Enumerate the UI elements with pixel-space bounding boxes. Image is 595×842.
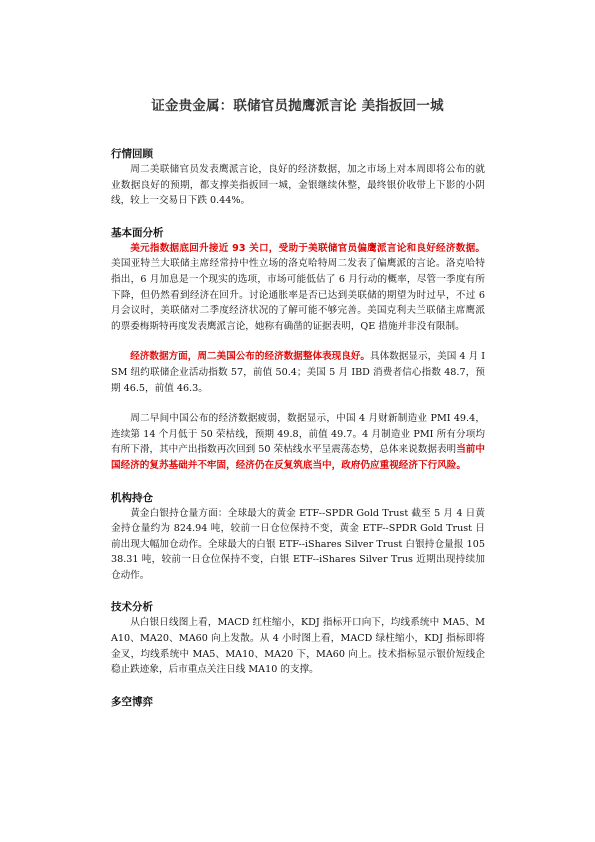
highlight-text: 当前中国经济的复苏基础并不牢固，经济仍在反复筑底当中，政府仍应重视经济下行风险。 (111, 444, 486, 471)
section-fundamental-analysis (111, 225, 485, 474)
paragraph (111, 411, 485, 473)
highlight-text: 美元指数据底回升接近 93 关口，受助于美联储官员偏鹰派言论和良好经济数据。 (130, 242, 485, 254)
section-heading: 技术分析 (111, 601, 153, 614)
section-technical-analysis (111, 599, 485, 677)
paragraph-text: 周二早间中国公布的经济数据疲弱，数据显示，中国 4 月财新制造业 PMI 49.4，连续第 14 个月低于 50 荣枯线，预期 49.8，前值 49.7。4 月制造业 PMI 所有分项均有所下滑，其中产出指数再次回到 50 荣枯线水平呈震荡态势，总体来说数据表明 (111, 413, 485, 456)
section-bull-bear (111, 694, 485, 710)
paragraph-text: 黄金白银持仓量方面：全球最大的黄金 ETF--SPDR Gold Trust 截至 5 月 4 日黄金持仓量约为 824.94 吨，较前一日仓位保持不变，黄金 ETF--SPDR Gold Trust 日前出现大幅加仓动作。全球最大的白银 ETF--iShares Silver Trust 白银持仓量报 10538.31 吨，较前一日仓位保持不变，白银 ETF--iShares Silver Trus 近期出现持续加仓动作。 (111, 507, 485, 581)
highlight-text: 经济数据方面，周二美国公布的经济数据整体表现良好。 (130, 351, 371, 363)
paragraph (111, 615, 485, 677)
section-institutional-holdings (111, 490, 485, 584)
paragraph (111, 349, 485, 396)
paragraph-text: 从白银日线图上看，MACD 红柱缩小，KDJ 指标开口向下，均线系统中 MA5、MA10、MA20、MA60 向上发散。从 4 小时图上看，MACD 绿柱缩小，KDJ 指标即将金叉，均线系统中 MA5、MA10、MA20 下，MA60 向上。技术指标显示银价短线企稳止跌迹象，后市重点关注日线 MA10 的支撑。 (111, 617, 485, 676)
document-title: 证金贵金属：联储官员抛鹰派言论 美指扳回一城 (151, 98, 444, 114)
section-market-review (111, 146, 485, 209)
paragraph (111, 506, 485, 584)
document-body (111, 146, 485, 710)
section-heading: 机构持仓 (111, 491, 153, 504)
paragraph-text: 具体数据显示，美国 4 月 ISM 纽约联储企业活动指数 57，前值 50.4；美国 5 月 IBD 消费者信心指数 48.7，预期 46.5，前值 46.3。 (111, 351, 486, 394)
section-heading: 行情回顾 (111, 148, 153, 160)
section-heading: 基本面分析 (111, 226, 164, 239)
paragraph-text: 美国亚特兰大联储主席经常持中性立场的洛克哈特周二发表了偏鹰派的言论。洛克哈特指出，6 月加息是一个现实的选项，市场可能低估了 6 月行动的概率，尽管一季度有所下降，但仍然看到经济在回升。讨论通胀率是否已达到美联储的期望为时过早，不过 6 月会议时，美联储对二季度经济状况的了解可能不够完善。美国克利夫兰联储主席鹰派的票委梅斯特再度发表鹰派言论，她称有确凿的证据表明，QE 措施并非没有限制。 (111, 258, 485, 332)
section-heading: 多空博弈 (111, 695, 153, 708)
paragraph (111, 162, 485, 209)
paragraph-text: 周二美联储官员发表鹰派言论，良好的经济数据，加之市场上对本周即将公布的就业数据良好的预期，都支撑美指扳回一城，金银继续休整，最终银价收带上下影的小阴线，较上一交易日下跌 0.44%。 (111, 164, 485, 207)
paragraph (111, 241, 485, 335)
